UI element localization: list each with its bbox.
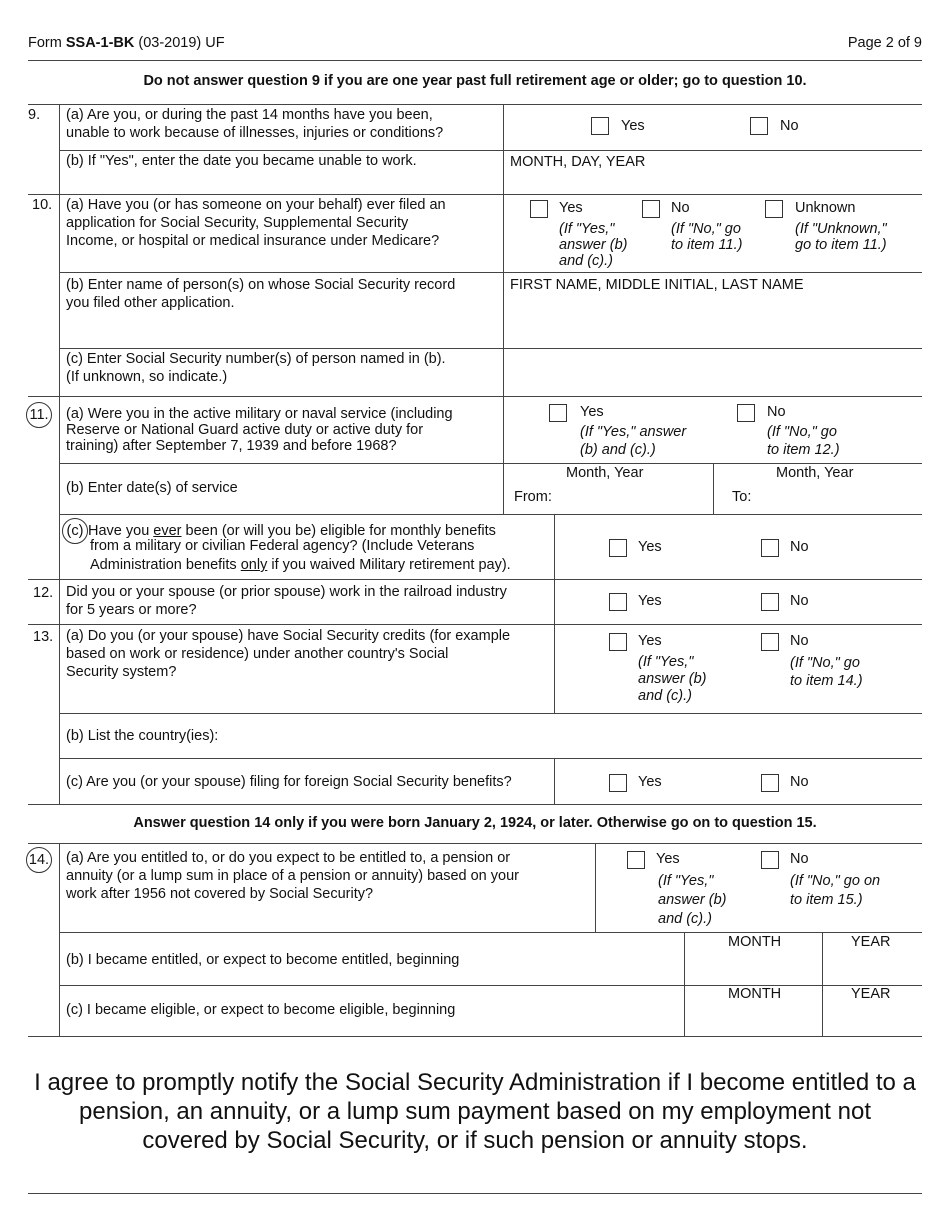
q11b-from-label[interactable]: From: — [514, 489, 552, 505]
q11a-yes-label: Yes — [580, 404, 604, 420]
q9a-yes-checkbox[interactable] — [591, 117, 609, 135]
q10a-no-checkbox[interactable] — [642, 200, 660, 218]
q13c-yes-label: Yes — [638, 774, 662, 790]
q14-number: 14. — [28, 847, 52, 873]
rule — [60, 758, 922, 759]
number-column-rule — [59, 843, 60, 1036]
q9a-text: (a) Are you, or during the past 14 months have you been, unable to work because of illnesses, injuries or conditions? — [66, 107, 444, 141]
q13c-no-label: No — [790, 774, 809, 790]
q11c-yes-checkbox[interactable] — [609, 539, 627, 557]
q14c-text: (c) I became eligible, or expect to become eligible, beginning — [66, 1002, 456, 1018]
q9a-no-checkbox[interactable] — [750, 117, 768, 135]
q10c-ssn-field[interactable] — [504, 349, 922, 395]
q12-yes-label: Yes — [638, 593, 662, 609]
q11c-yes-label: Yes — [638, 539, 662, 555]
q10a-yes-checkbox[interactable] — [530, 200, 548, 218]
q13a-text: (a) Do you (or your spouse) have Social Security credits (for example based on work or residence) under another country's Social Security system? — [66, 628, 511, 680]
q11c-text-line2: from a military or civilian Federal agency? (Include Veterans — [90, 538, 475, 554]
year-column-rule — [822, 932, 823, 1036]
q12-yes-checkbox[interactable] — [609, 593, 627, 611]
q10a-no-note: (If "No," go to item 11.) — [671, 221, 743, 253]
rule — [28, 194, 922, 195]
q10a-unknown-checkbox[interactable] — [765, 200, 783, 218]
q10b-text: (b) Enter name of person(s) on whose Social Security record you filed other application. — [66, 277, 456, 311]
q11a-text: (a) Were you in the active military or naval service (including Reserve or National Guard active duty or active duty for training) after September 7, 1939 and before 1968? — [66, 406, 453, 454]
q13b-country-field[interactable] — [250, 714, 922, 758]
q13-number: 13. — [33, 629, 54, 645]
q11b-to-label[interactable]: To: — [732, 489, 752, 505]
q9b-text: (b) If "Yes", enter the date you became unable to work. — [66, 153, 417, 169]
agreement-statement: I agree to promptly notify the Social Security Administration if I become entitled to a pension, an annuity, or a lump sum payment based on my employment not covered by Social Security, or if such pension or annuity stops. — [34, 1069, 916, 1154]
q13a-yes-checkbox[interactable] — [609, 633, 627, 651]
q13a-yes-label: Yes — [638, 633, 662, 649]
q10a-text: (a) Have you (or has someone on your behalf) ever filed an application for Social Security, Supplemental Security Income, or hospital or medical insurance under Medicare? — [66, 197, 446, 249]
q11b-text: (b) Enter date(s) of service — [66, 480, 238, 496]
q11c-text: (c) Have you ever been (or will you be) eligible for monthly benefits — [62, 518, 496, 544]
q12-text: Did you or your spouse (or prior spouse) work in the railroad industry for 5 years or more? — [66, 584, 507, 618]
q13a-no-label: No — [790, 633, 809, 649]
q10a-no-label: No — [671, 200, 690, 216]
rule — [60, 932, 922, 933]
rule — [28, 104, 922, 105]
instruction-q9: Do not answer question 9 if you are one year past full retirement age or older; go to question 10. — [143, 73, 807, 89]
answer-column-rule — [554, 758, 555, 804]
q14c-month-label[interactable]: MONTH — [728, 986, 782, 1002]
rule — [28, 579, 922, 580]
rule — [60, 514, 922, 515]
q13c-text: (c) Are you (or your spouse) filing for foreign Social Security benefits? — [66, 774, 512, 790]
q10a-unknown-label: Unknown — [795, 200, 856, 216]
q14a-no-label: No — [790, 851, 809, 867]
q14a-no-checkbox[interactable] — [761, 851, 779, 869]
answer-column-rule — [595, 843, 596, 932]
rule — [28, 396, 922, 397]
q10a-yes-note: (If "Yes," answer (b) and (c).) — [559, 221, 628, 269]
q12-no-checkbox[interactable] — [761, 593, 779, 611]
answer-column-rule — [503, 104, 504, 514]
date-split-rule — [713, 463, 714, 514]
q10-number: 10. — [32, 197, 53, 213]
q13a-yes-note: (If "Yes," answer (b) and (c).) — [638, 654, 707, 704]
q14b-text: (b) I became entitled, or expect to become entitled, beginning — [66, 952, 460, 968]
q10a-yes-label: Yes — [559, 200, 583, 216]
q10b-name-field[interactable]: FIRST NAME, MIDDLE INITIAL, LAST NAME — [510, 277, 804, 293]
q11b-from-month-year: Month, Year — [566, 465, 644, 481]
q14b-month-label[interactable]: MONTH — [728, 934, 782, 950]
rule — [28, 624, 922, 625]
q14b-year-label[interactable]: YEAR — [851, 934, 891, 950]
q11a-no-label: No — [767, 404, 786, 420]
q14c-year-label[interactable]: YEAR — [851, 986, 891, 1002]
q14a-no-note: (If "No," go on to item 15.) — [790, 873, 881, 908]
answer-column-rule — [554, 514, 555, 713]
q13b-text: (b) List the country(ies): — [66, 728, 219, 744]
q9a-no-label: No — [780, 118, 799, 134]
instruction-q14: Answer question 14 only if you were born January 2, 1924, or later. Otherwise go on to question 15. — [133, 815, 817, 831]
rule — [60, 272, 922, 273]
rule — [60, 985, 922, 986]
number-column-rule — [59, 104, 60, 804]
q13c-no-checkbox[interactable] — [761, 774, 779, 792]
q14a-text: (a) Are you entitled to, or do you expect to be entitled to, a pension or annuity (or a lump sum in place of a pension or annuity) based on your work after 1956 not covered by Social Security? — [66, 850, 519, 902]
q12-number: 12. — [33, 585, 54, 601]
rule — [28, 843, 922, 844]
q11c-text-line3: Administration benefits only if you waived Military retirement pay). — [90, 557, 511, 573]
form-id-line: Form SSA-1-BK (03-2019) UF — [28, 35, 225, 51]
q11a-yes-note: (If "Yes," answer (b) and (c).) — [580, 424, 687, 458]
q11c-no-label: No — [790, 539, 809, 555]
q9b-date-field[interactable]: MONTH, DAY, YEAR — [510, 154, 646, 170]
q9-number: 9. — [28, 107, 41, 123]
q10c-text: (c) Enter Social Security number(s) of person named in (b). (If unknown, so indicate.) — [66, 351, 446, 385]
form-id: SSA-1-BK — [65, 35, 135, 51]
q9a-yes-label: Yes — [621, 118, 645, 134]
q11-number: 11. — [28, 402, 52, 428]
footer-rule — [28, 1193, 922, 1194]
q12-no-label: No — [790, 593, 809, 609]
q11a-yes-checkbox[interactable] — [549, 404, 567, 422]
q14a-yes-note: (If "Yes," answer (b) and (c).) — [658, 873, 727, 927]
q11c-no-checkbox[interactable] — [761, 539, 779, 557]
q14a-yes-checkbox[interactable] — [627, 851, 645, 869]
page-number: Page 2 of 9 — [847, 35, 922, 51]
q11a-no-note: (If "No," go to item 12.) — [767, 424, 840, 458]
rule — [28, 804, 922, 805]
month-column-rule — [684, 932, 685, 1036]
q13a-no-note: (If "No," go to item 14.) — [790, 655, 863, 689]
q11b-to-month-year: Month, Year — [776, 465, 854, 481]
rule — [60, 150, 922, 151]
q14a-yes-label: Yes — [656, 851, 680, 867]
q11a-no-checkbox[interactable] — [737, 404, 755, 422]
header-rule — [28, 60, 922, 61]
rule — [28, 1036, 922, 1037]
q13a-no-checkbox[interactable] — [761, 633, 779, 651]
q10a-unknown-note: (If "Unknown," go to item 11.) — [795, 221, 887, 253]
q13c-yes-checkbox[interactable] — [609, 774, 627, 792]
